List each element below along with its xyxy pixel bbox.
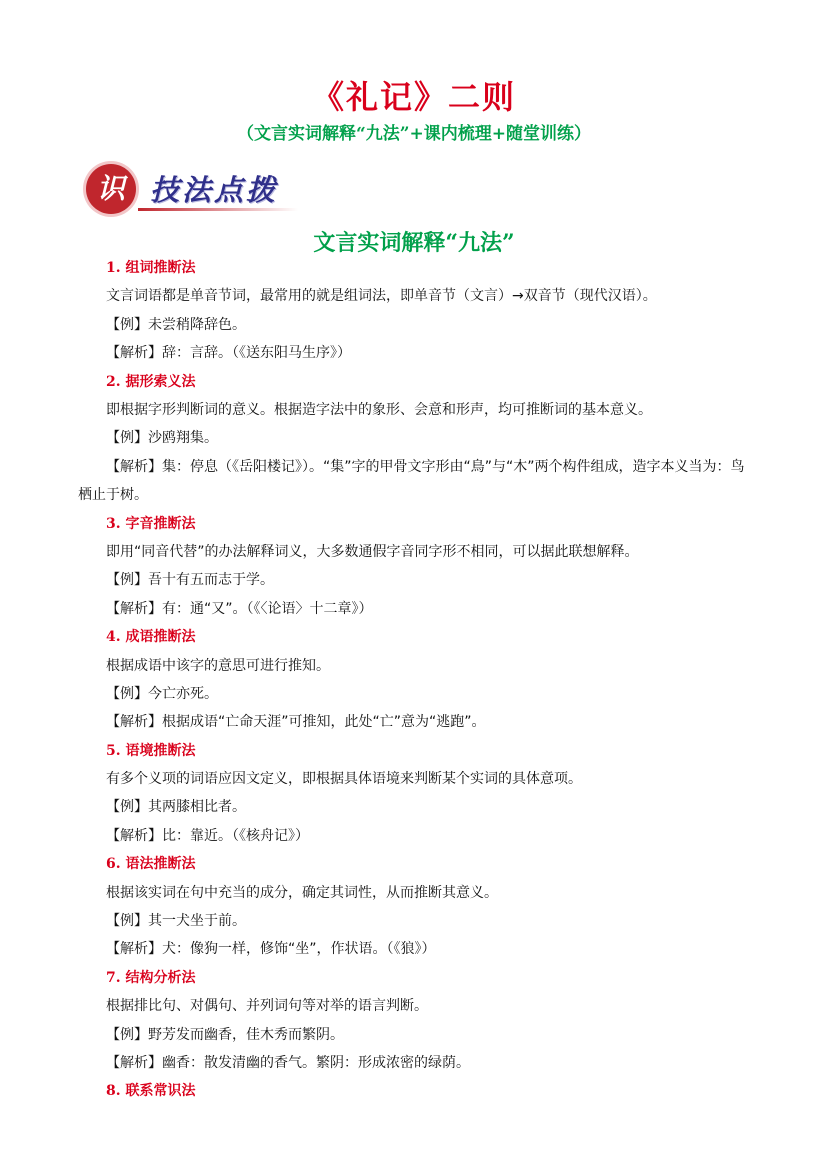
section-heading: 文言实词解释“九法”	[313, 230, 515, 256]
method-item	[78, 1077, 754, 1105]
method-analysis: 【解析】根据成语“亡命天涯”可推知，此处“亡”意为“逃跑”。	[106, 714, 486, 731]
method-item	[78, 850, 754, 964]
method-item	[78, 254, 754, 368]
method-example: 【例】其两膝相比者。	[106, 799, 246, 816]
document-subtitle: （文言实词解释“九法”+课内梳理+随堂训练）	[236, 124, 592, 144]
method-heading: 2. 据形索义法	[106, 373, 196, 390]
method-description: 文言词语都是单音节词，最常用的就是组词法，即单音节（文言）→双音节（现代汉语）。	[106, 288, 657, 305]
method-analysis: 【解析】辞：言辞。（《送东阳马生序》）	[106, 345, 351, 362]
method-item	[78, 510, 754, 624]
method-heading: 3. 字音推断法	[106, 515, 196, 532]
badge-icon: 识	[86, 164, 136, 214]
banner-underline	[138, 208, 298, 211]
method-heading: 1. 组词推断法	[106, 260, 196, 276]
method-heading: 4. 成语推断法	[106, 629, 196, 646]
method-heading: 6. 语法推断法	[106, 856, 196, 873]
method-item	[78, 964, 754, 1078]
method-item	[78, 623, 754, 737]
method-heading: 7. 结构分析法	[106, 969, 196, 986]
method-heading: 5. 语境推断法	[106, 742, 196, 759]
method-item	[78, 368, 754, 510]
method-example: 【例】吾十有五而志于学。	[106, 572, 274, 589]
method-heading: 8. 联系常识法	[106, 1083, 196, 1100]
method-example: 【例】野芳发而幽香，佳木秀而繁阴。	[106, 1026, 344, 1043]
method-example: 【例】今亡亦死。	[106, 685, 218, 702]
document-title: 《礼记》二则	[311, 78, 516, 116]
method-description: 即根据字形判断词的意义。根据造字法中的象形、会意和形声，均可推断词的基本意义。	[106, 401, 652, 418]
banner-text: 技法点拨	[150, 173, 279, 207]
method-analysis: 【解析】集：停息（《岳阳楼记》）。“集”字的甲骨文字形由“鳥”与“木”两个构件组成，造字本义当为：鸟栖止于树。	[78, 458, 745, 504]
method-description: 有多个义项的词语应因文定义，即根据具体语境来判断某个实词的具体意项。	[106, 771, 582, 788]
method-example: 【例】未尝稍降辞色。	[106, 316, 246, 333]
method-item	[78, 737, 754, 851]
method-description: 根据排比句、对偶句、并列词句等对举的语言判断。	[106, 998, 428, 1015]
method-description: 根据成语中该字的意思可进行推知。	[106, 657, 330, 674]
method-analysis: 【解析】幽香：散发清幽的香气。繁阴：形成浓密的绿荫。	[106, 1054, 470, 1071]
technique-banner	[86, 162, 302, 218]
methods-list	[78, 254, 754, 1106]
method-analysis: 【解析】有：通“又”。（《〈论语〉十二章》）	[106, 600, 373, 617]
method-description: 即用“同音代替”的办法解释词义，大多数通假字音同字形不相同，可以据此联想解释。	[106, 543, 639, 560]
method-description: 根据该实词在句中充当的成分，确定其词性，从而推断其意义。	[106, 884, 498, 901]
method-analysis: 【解析】比：靠近。（《核舟记》）	[106, 827, 309, 844]
method-analysis: 【解析】犬：像狗一样，修饰“坐”，作状语。（《狼》）	[106, 941, 436, 958]
method-example: 【例】其一犬坐于前。	[106, 913, 246, 930]
method-example: 【例】沙鸥翔集。	[106, 430, 218, 447]
